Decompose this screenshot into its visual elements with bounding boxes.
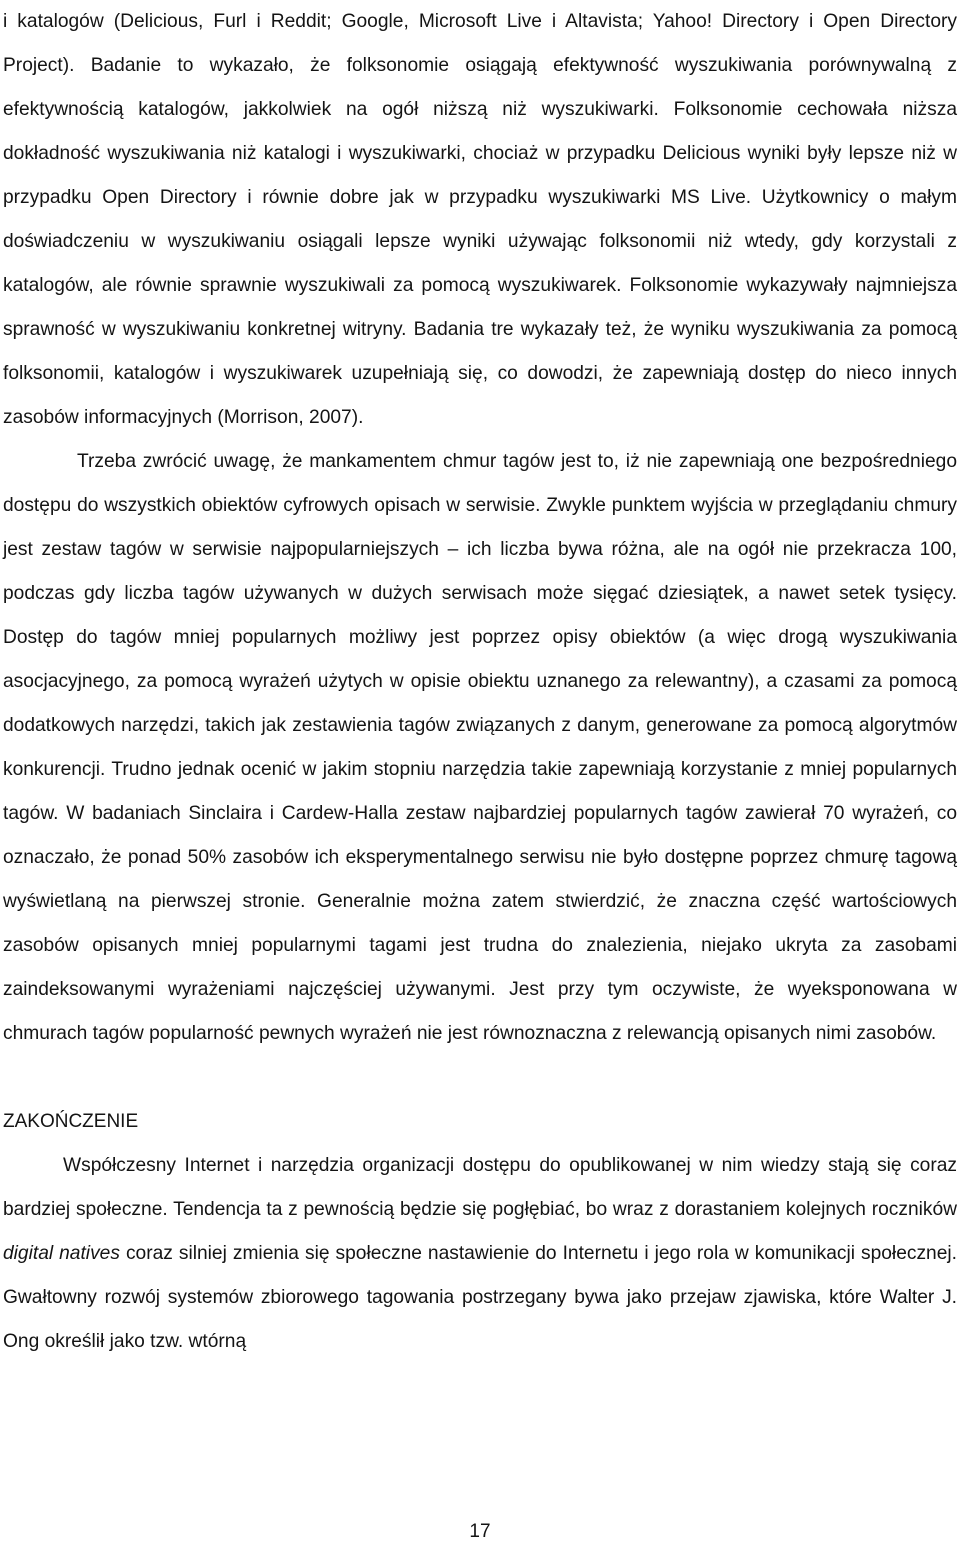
conclusion-text-end: coraz silniej zmienia się społeczne nastawienie do Internetu i jego rola w komunikacji społecznej. Gwałtowny rozwój systemów zbiorowego tagowania postrzegany bywa jako przejaw zjawiska, które Walter J. Ong określił jako tzw. wtórną [3,1243,957,1352]
section-heading: ZAKOŃCZENIE [3,1111,139,1132]
conclusion-text-start: Współczesny Internet i narzędzia organizacji dostępu do opublikowanej w nim wiedzy stają się coraz bardziej społeczne. Tendencja ta z pewnością będzie się pogłębiać, bo wraz z dorastaniem kolejnych roczników [3,1155,957,1220]
document-body [3,0,957,1364]
paragraph-folksonomy-study: i katalogów (Delicious, Furl i Reddit; Google, Microsoft Live i Altavista; Yahoo! Directory i Open Directory Project). Badanie to wykazało, że folksonomie osiągają efektywność wyszukiwania porównywalną z efektywnością katalogów, jakkolwiek na ogół niższą niż wyszukiwarki. Folksonomie cechowała niższa dokładność wyszukiwania niż katalogi i wyszukiwarki, chociaż w przypadku Delicious wyniki były lepsze niż w przypadku Open Directory i równie dobre jak w przypadku wyszukiwarki MS Live. Użytkownicy o małym doświadczeniu w wyszukiwaniu osiągali lepsze wyniki używając folksonomii niż wtedy, gdy korzystali z katalogów, ale równie sprawnie wyszukiwali za pomocą wyszukiwarek. Folksonomie wykazywały najmniejsza sprawność w wyszukiwaniu konkretnej witryny. Badania tre wykazały też, że wyniku wyszukiwania za pomocą folksonomii, katalogów i wyszukiwarek uzupełniają się, co dowodzi, że zapewniają dostęp do nieco innych zasobów informacyjnych (Morrison, 2007). [3,11,957,428]
spacer [3,1056,957,1100]
italic-term: digital natives [3,1243,120,1264]
page-number: 17 [469,1521,491,1542]
paragraph-tag-clouds: Trzeba zwrócić uwagę, że mankamentem chmur tagów jest to, iż nie zapewniają one bezpośredniego dostępu do wszystkich obiektów cyfrowych opisach w serwisie. Zwykle punktem wyjścia w przeglądaniu chmury jest zestaw tagów w serwisie najpopularniejszych – ich liczba bywa różna, ale na ogół nie przekracza 100, podczas gdy liczba tagów używanych w dużych serwisach może sięgać dziesiątek, a nawet setek tysięcy. Dostęp do tagów mniej popularnych możliwy jest poprzez opisy obiektów (a więc drogą wyszukiwania asocjacyjnego, za pomocą wyrażeń użytych w opisie obiektu uznanego za relewantny), a czasami za pomocą dodatkowych narzędzi, takich jak zestawienia tagów związanych z danym, generowane za pomocą algorytmów konkurencji. Trudno jednak ocenić w jakim stopniu narzędzia takie zapewniają korzystanie z mniej popularnych tagów. W badaniach Sinclaira i Cardew-Halla zestaw najbardziej popularnych tagów zawierał 70 wyrażeń, co oznaczało, że ponad 50% zasobów ich eksperymentalnego serwisu nie było dostępne poprzez chmurę tagową wyświetlaną na pierwszej stronie. Generalnie można zatem stwierdzić, że znaczna część wartościowych zasobów opisanych mniej popularnymi tagami jest trudna do znalezienia, niejako ukryta za zasobami zaindeksowanymi wyrażeniami najczęściej używanymi. Jest przy tym oczywiste, że wyeksponowana w chmurach tagów popularność pewnych wyrażeń nie jest równoznaczna z relewancją opisanych nimi zasobów. [3,451,957,1044]
paragraph-conclusion [3,1144,957,1364]
